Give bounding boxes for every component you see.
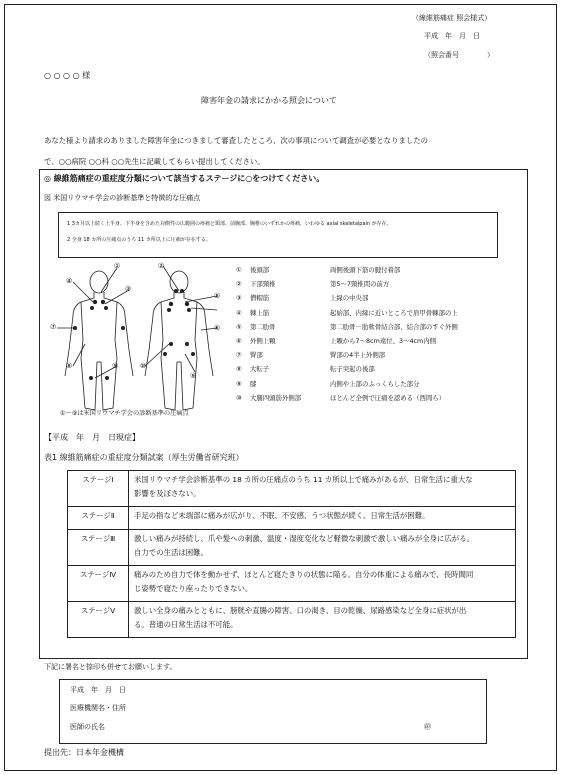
- doctor-name-field[interactable]: 医師の氏名: [70, 723, 105, 731]
- tender-points-figure: [45, 258, 235, 418]
- legend-row: [236, 377, 458, 391]
- table-row: [68, 602, 516, 638]
- legend-row: [236, 391, 458, 405]
- legend-number: ①: [236, 266, 242, 274]
- figure-label: ③: [125, 285, 132, 293]
- sign-date[interactable]: 平成 年 月 日: [70, 686, 126, 694]
- legend-name: 大腿四頭筋外側部: [250, 393, 302, 402]
- form-type-label: （線維筋痛症 照会様式）: [412, 14, 492, 22]
- figure-caption: 図 米国リウマチ学会の診断基準と特徴的な圧痛点: [44, 194, 201, 202]
- legend-name: 大転子: [250, 365, 270, 374]
- figure-label: ⑤: [214, 292, 221, 300]
- legend-row: [236, 263, 458, 277]
- table-row: [68, 566, 516, 602]
- table-row: [68, 471, 516, 507]
- addressee: ○ ○ ○ ○ 様: [44, 71, 91, 80]
- figure-label: ②: [158, 262, 165, 270]
- header-date: 平成 年 月 日: [424, 32, 480, 40]
- legend-desc: 第二肋骨－肋軟骨結合部、結合部のすぐ外側: [330, 322, 458, 331]
- stage-label: ステージⅢ: [68, 530, 129, 566]
- intro-line: で、○○病院 ○○科 ○○先生に記載してもらい提出してください。: [44, 157, 265, 166]
- legend-number: ④: [236, 308, 242, 317]
- stage-line: 激しい痛みが持続し、爪や髪への刺激、温度・湿度変化など軽微な刺激で激しい痛みが全身に広がる。: [134, 534, 474, 543]
- legend-desc: 上縁の中央部: [330, 294, 369, 303]
- signature-box: [59, 679, 487, 744]
- legend-name: 後頭部: [250, 266, 270, 274]
- figure-label: ④: [66, 277, 73, 285]
- intro-paragraph: [44, 130, 428, 172]
- institution-field[interactable]: 医療機関名・住所: [70, 704, 126, 712]
- table-title: 表1 線維筋痛症の重症度分類試案（厚生労働省研究班）: [44, 453, 244, 462]
- stage-label: ステージⅤ: [68, 602, 129, 638]
- stage-label: ステージⅠ: [68, 471, 129, 507]
- legend-desc: 転子突起の後部: [330, 365, 375, 374]
- legend-name: 外側上顆: [250, 337, 276, 346]
- seal-mark: ㊞: [424, 723, 431, 731]
- legend-row: [236, 291, 458, 305]
- table-row: [68, 530, 516, 566]
- current-status-date: 【平成 年 月 日現症】: [44, 433, 140, 442]
- legend-row: [236, 348, 458, 362]
- legend-desc: 上顆から7～8cm遠位、3～4cm内側: [330, 337, 437, 346]
- legend-name: 下部頸椎: [250, 280, 276, 289]
- submission-destination: 提出先：日本年金機構: [44, 748, 124, 757]
- figure-label: ⑦: [50, 323, 57, 331]
- stage-line: 激しい全身の痛みとともに、膀胱や直腸の障害、口の渇き、目の乾燥、尿路感染など全身に症状が出: [134, 606, 467, 615]
- figure-note: ①～⑨は米国リウマチ学会の診断基準の圧痛点: [60, 410, 189, 417]
- stage-line: る。普通の日常生活は不可能。: [134, 620, 238, 629]
- figure-label: ⑨: [190, 372, 197, 380]
- question-instruction: ◎ 線維筋痛症の重症度分類について該当するステージに○をつけてください。: [44, 174, 325, 183]
- legend-row: [236, 306, 458, 320]
- sign-request: 下記に署名と捺印も併せてお願いします。: [44, 663, 177, 671]
- criteria-item: 1 3カ月以上続く上半身、下半身を含めた対側性の広範囲の疼痛と頸部、前胸部、胸椎のいずれかの疼痛、いわゆる axial skeletalpain が存在。: [67, 221, 392, 227]
- legend-number: ③: [236, 294, 242, 303]
- severity-stage-table: [67, 470, 516, 638]
- stage-description: [129, 507, 516, 530]
- stage-line: 手足の指など末端部に痛みが広がり、不眠、不安感、うつ状態が続く。日常生活が困難。: [134, 511, 430, 520]
- legend-desc: 第5～7頸椎間の前方: [330, 280, 390, 289]
- stage-label: ステージⅡ: [68, 507, 129, 530]
- figure-label: ⑥: [214, 324, 221, 332]
- reference-number: （照会番号 ）: [424, 51, 494, 59]
- figure-label: ⑨: [112, 362, 119, 370]
- tender-point-legend: [236, 263, 458, 405]
- legend-number: ②: [236, 280, 242, 289]
- legend-name: 棘上筋: [250, 308, 270, 317]
- legend-name: 膝: [250, 379, 257, 388]
- intro-line: あなた様より請求のありました障害年金につきまして審査したところ、次の事項について調査が必要となりましたの: [44, 136, 429, 145]
- legend-number: ⑧: [236, 365, 242, 374]
- legend-name: 臀部: [250, 351, 263, 360]
- stage-line: 影響を及ぼさない。: [134, 489, 201, 498]
- document-title: 障害年金の請求にかかる照会について: [201, 96, 337, 105]
- stage-description: [129, 602, 516, 638]
- legend-number: ⑩: [236, 393, 242, 402]
- diagnostic-criteria-box: [58, 212, 498, 258]
- legend-desc: 臀部の4半上外側部: [330, 351, 386, 360]
- legend-row: [236, 334, 458, 348]
- figure-label: ⑩: [140, 362, 147, 370]
- legend-name: 第二肋骨: [250, 322, 276, 331]
- stage-label: ステージⅣ: [68, 566, 129, 602]
- legend-name: 僧帽筋: [250, 294, 270, 303]
- legend-row: [236, 320, 458, 334]
- stage-line: 自力での生活は困難。: [134, 548, 208, 557]
- stage-description: [129, 530, 516, 566]
- legend-number: ⑥: [236, 337, 242, 346]
- legend-desc: 両側後頭下筋の腱付着部: [330, 266, 401, 274]
- table-row: [68, 507, 516, 530]
- legend-number: ⑨: [236, 379, 242, 388]
- figure-label: ⑧: [66, 362, 73, 370]
- stage-line: 痛みのため自力で体を動かせず、ほとんど寝たきりの状態に陥る。自分の体重による痛みで、長時間同: [134, 570, 474, 579]
- stage-description: [129, 566, 516, 602]
- stage-line: 米国リウマチ学会診断基準の 18 カ所の圧痛点のうち 11 カ所以上で痛みがあるが、日常生活に重大な: [134, 475, 473, 484]
- criteria-item: 2 全身 18 カ所の圧痛点のうち 11 カ所以上に圧痛が存在する。: [67, 237, 211, 243]
- legend-row: [236, 362, 458, 376]
- legend-desc: 起始部、内縁に近いところで肩甲骨棘部の上: [330, 308, 458, 317]
- legend-row: [236, 277, 458, 291]
- legend-number: ⑤: [236, 322, 242, 331]
- legend-desc: ほとんど全例で圧痛を認める（西岡ら）: [330, 393, 446, 402]
- stage-description: [129, 471, 516, 507]
- legend-number: ⑦: [236, 351, 242, 360]
- legend-desc: 内側や上部のふっくらした部分: [330, 379, 420, 388]
- stage-line: じ姿勢で寝たり座ったりできない。: [134, 584, 253, 593]
- figure-label: ①: [114, 262, 121, 270]
